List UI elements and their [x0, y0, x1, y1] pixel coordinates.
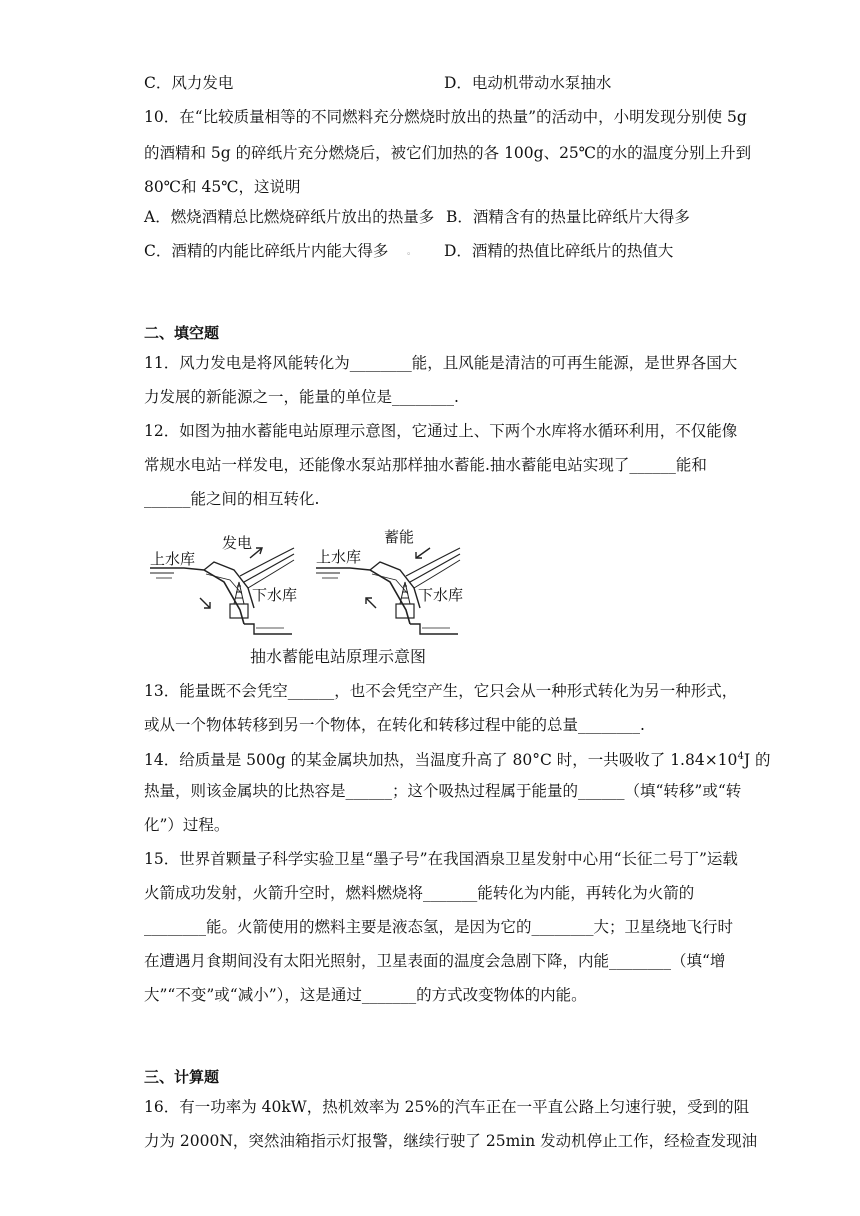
- q13-line2: 或从一个物体转移到另一个物体，在转化和转移过程中能的总量________.: [144, 716, 645, 734]
- q11-line2: 力发展的新能源之一，能量的单位是________.: [144, 388, 459, 406]
- section-fill-in-title: 二、填空题: [144, 324, 220, 342]
- storage-panel: [316, 528, 463, 634]
- generation-panel: [150, 534, 297, 634]
- q10-option-a: A．燃烧酒精总比燃烧碎纸片放出的热量多: [144, 208, 435, 226]
- q14-line1-text: 14．给质量是 500g 的某金属块加热，当温度升高了 80°C 时，一共吸收了 1.84×10: [144, 751, 738, 770]
- section-calculation-title: 三、计算题: [144, 1068, 220, 1086]
- q12-line3: ______能之间的相互转化.: [144, 490, 320, 508]
- q14-line1-unit: J 的: [743, 751, 771, 770]
- q15-line4: 在遭遇月食期间没有太阳光照射，卫星表面的温度会急剧下降，内能________（填“增: [144, 952, 726, 970]
- q12-line1: 12．如图为抽水蓄能电站原理示意图，它通过上、下两个水库将水循环利用，不仅能像: [144, 422, 738, 440]
- q14-line3: 化”）过程。: [144, 816, 230, 834]
- q10-stem-line3: 80℃和 45℃，这说明: [144, 178, 301, 196]
- q14-line2: 热量，则该金属块的比热容是______；这个吸热过程属于能量的______（填“转移”或“转: [144, 782, 742, 800]
- q10-stem-line2: 的酒精和 5g 的碎纸片充分燃烧后，被它们加热的各 100g、25℃的水的温度分别上升到: [144, 144, 752, 162]
- q15-line5: 大”“不变”或“减小”），这是通过_______的方式改变物体的内能。: [144, 986, 587, 1004]
- q10-stray-mark: 。: [407, 247, 417, 257]
- q15-line2: 火箭成功发射，火箭升空时，燃料燃烧将_______能转化为内能，再转化为火箭的: [144, 884, 695, 902]
- q9-option-d: D．电动机带动水泵抽水: [444, 74, 612, 92]
- q12-line2: 常规水电站一样发电，还能像水泵站那样抽水蓄能.抽水蓄能电站实现了______能和: [144, 456, 707, 474]
- q9-option-c: C．风力发电: [144, 74, 234, 92]
- q16-line1: 16．有一功率为 40kW，热机效率为 25%的汽车正在一平直公路上匀速行驶，受到的阻: [144, 1098, 750, 1116]
- q15-line1: 15．世界首颗量子科学实验卫星“墨子号”在我国酒泉卫星发射中心用“长征二号丁”运载: [144, 850, 738, 868]
- q15-line3: ________能。火箭使用的燃料主要是液态氢，是因为它的________大；卫星绕地飞行时: [144, 918, 734, 936]
- q10-stem-line1: 10．在“比较质量相等的不同燃料充分燃烧时放出的热量”的活动中，小明发现分别使 5g: [144, 108, 747, 126]
- q14-line1: [144, 746, 770, 771]
- generation-label: 发电: [222, 534, 253, 552]
- left-lower-reservoir-label: 下水库: [252, 586, 298, 604]
- q13-line1: 13．能量既不会凭空______，也不会凭空产生，它只会从一种形式转化为另一种形式，: [144, 682, 738, 700]
- left-upper-reservoir-label: 上水库: [150, 550, 196, 568]
- q14-exponent: 4: [737, 751, 744, 762]
- q16-line2: 力为 2000N，突然油箱指示灯报警，继续行驶了 25min 发动机停止工作，经检查发现油: [144, 1132, 758, 1150]
- figure-caption: 抽水蓄能电站原理示意图: [250, 647, 427, 666]
- q11-line1: 11．风力发电是将风能转化为________能，且风能是清洁的可再生能源，是世界各国大: [144, 354, 738, 372]
- storage-label: 蓄能: [384, 528, 415, 546]
- q10-option-c: C．酒精的内能比碎纸片内能大得多: [144, 242, 389, 260]
- q10-option-b: B．酒精含有的热量比碎纸片大得多: [446, 208, 690, 226]
- q10-option-d: D．酒精的热值比碎纸片的热值大: [444, 242, 674, 260]
- right-lower-reservoir-label: 下水库: [418, 586, 464, 604]
- right-upper-reservoir-label: 上水库: [316, 548, 362, 566]
